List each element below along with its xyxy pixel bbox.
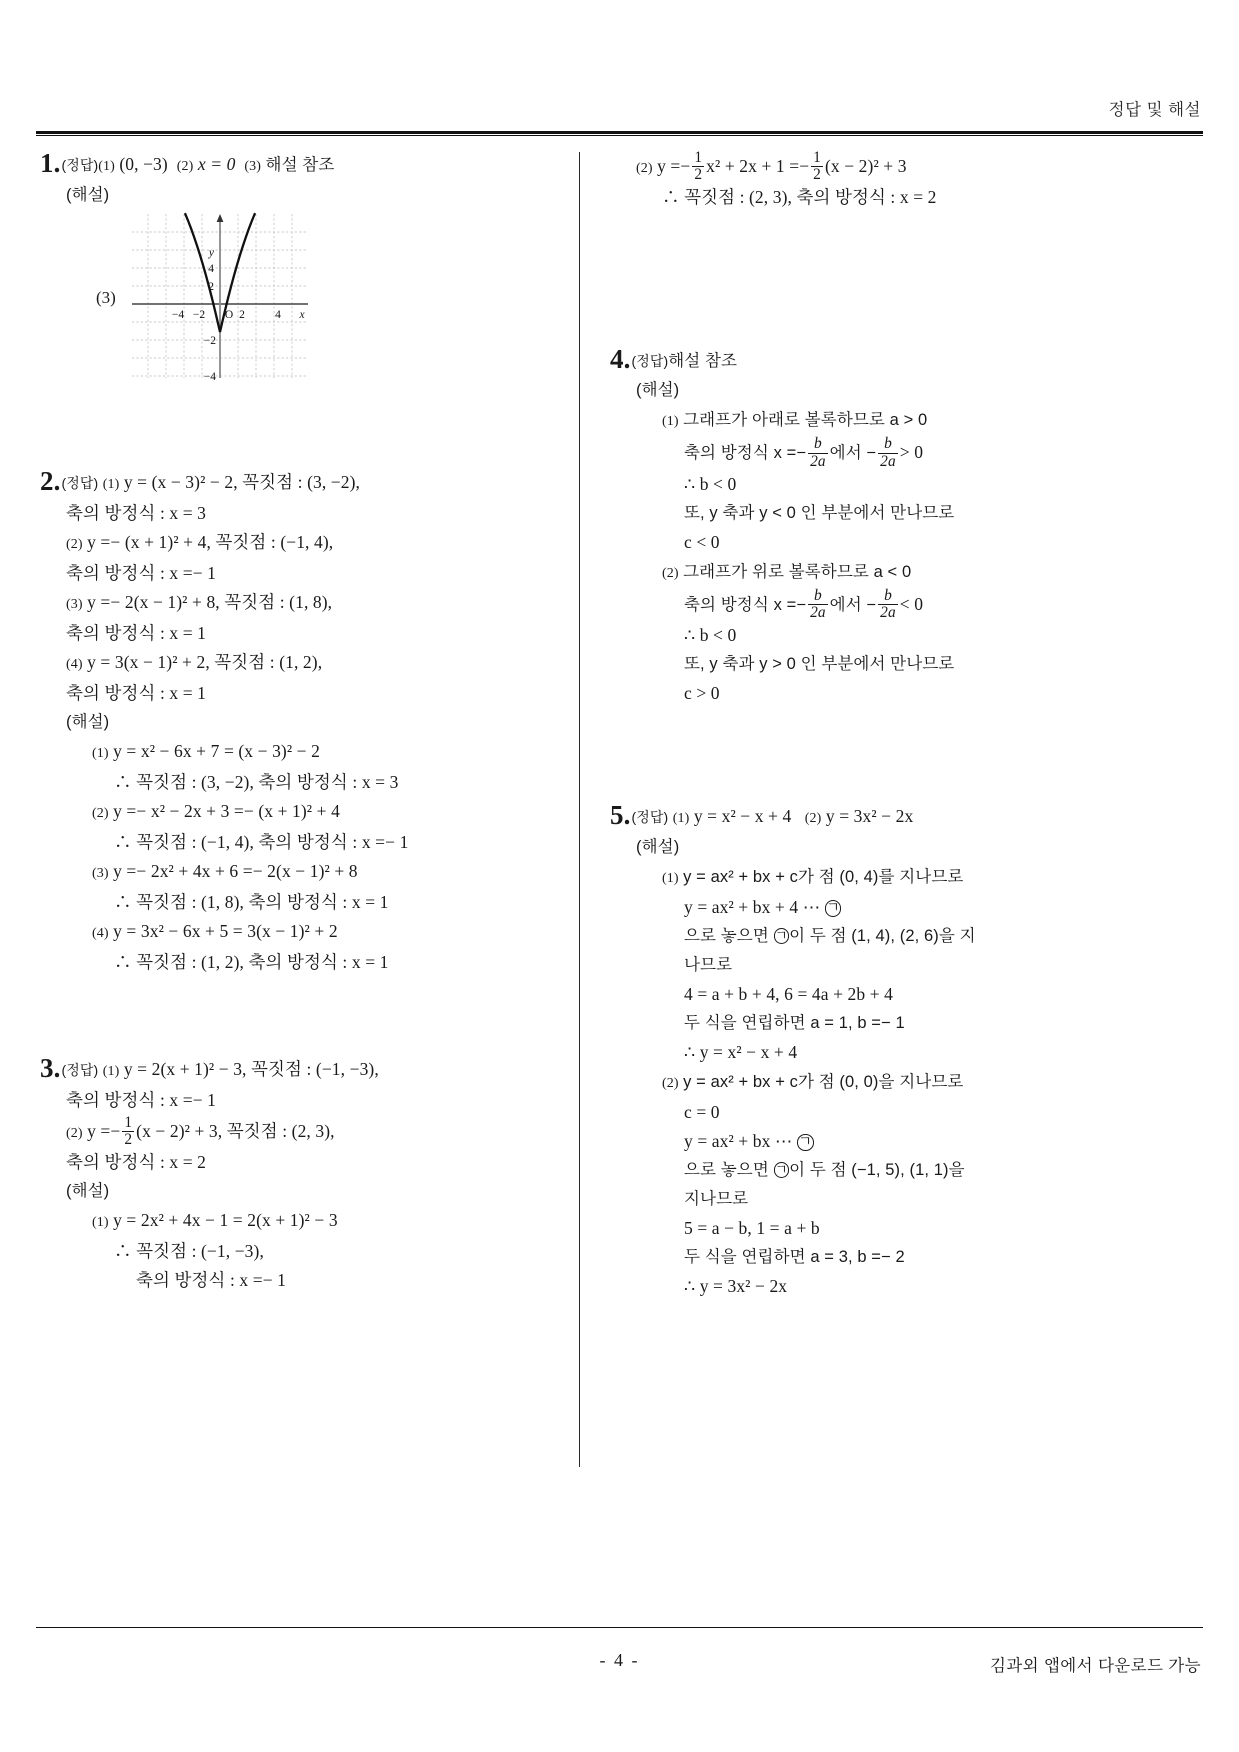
answer-value: 해설 참조 <box>668 352 738 371</box>
problem-5-solution-1-line-3 <box>610 922 1102 951</box>
svg-text:O: O <box>224 309 234 321</box>
problem-4-solution-1-line-2 <box>610 436 1102 469</box>
fraction-denominator: 2 <box>813 166 821 184</box>
graph-index-label: (3) <box>96 288 116 307</box>
circled-marker-giyeok: ㄱ <box>774 1162 788 1178</box>
axis-equation-post: < 0 <box>899 593 924 614</box>
problem-3-continued <box>610 150 1102 212</box>
fraction-numerator: b <box>813 435 822 453</box>
problem-2-axis-1: 축의 방정식 : x = 3 <box>66 503 207 523</box>
solution-text: 그래프가 위로 볼록하므로 a < 0 <box>683 562 912 581</box>
problem-5-solution-tag: (해설) <box>636 838 680 857</box>
problem-3-axis-2: 축의 방정식 : x = 2 <box>66 1152 207 1173</box>
problem-5-solution-1-line-1 <box>610 862 1102 893</box>
answer-value-2: x = 0 <box>197 154 236 174</box>
svg-text:4: 4 <box>275 309 281 321</box>
problem-2-answer-2 <box>40 528 532 559</box>
answer-index-3: (3) <box>244 159 262 174</box>
fraction-one-half <box>692 150 704 183</box>
problem-3-conclusion-1a: ∴ 꼭짓점 : (−1, −3), <box>114 1241 264 1262</box>
answer-equation: y = 3(x − 1)² + 2, 꼭짓점 : (1, 2), <box>87 652 323 672</box>
text-post: 이 두 점 (−1, 5), (1, 1)을 <box>789 1161 965 1180</box>
problem-5-solution-2-line-7: 두 식을 연립하면 a = 3, b =− 2 <box>684 1248 905 1267</box>
solution-equation: y = 2x² + 4x − 1 = 2(x + 1)² − 3 <box>113 1210 338 1231</box>
answer-tag: (정답) <box>61 475 99 491</box>
problem-1-graph-row <box>40 210 532 390</box>
answer-index: (3) <box>66 597 83 612</box>
answer-value-2: y = 3x² − 2x <box>825 806 914 827</box>
answer-index: (1) <box>102 477 120 492</box>
problem-5-solution-2-line-5: 지나므로 <box>684 1190 749 1209</box>
svg-text:x: x <box>299 309 305 321</box>
fraction-numerator: 1 <box>124 1114 133 1131</box>
page-header-title: 정답 및 해설 <box>1108 101 1201 119</box>
problem-2-conclusion-2: ∴ 꼭짓점 : (−1, 4), 축의 방정식 : x =− 1 <box>114 832 409 852</box>
solution-equation: y =− x² − 2x + 3 =− (x + 1)² + 4 <box>113 801 340 821</box>
problem-4-solution-1-line-1 <box>610 405 1102 436</box>
problem-4-solution-2-line-4: 또, y 축과 y > 0 인 부분에서 만나므로 <box>684 655 955 674</box>
problem-4-solution-2-line-2 <box>610 588 1102 621</box>
parabola-chart <box>130 210 310 382</box>
problem-5-solution-2-line-8: ∴ y = 3x² − 2x <box>684 1276 788 1297</box>
fraction-numerator: b <box>813 586 822 604</box>
problem-5-solution-2-line-4 <box>610 1156 1102 1185</box>
solution-text: 그래프가 아래로 볼록하므로 a > 0 <box>683 411 928 430</box>
circled-marker-giyeok: ㄱ <box>826 900 841 917</box>
problem-2-solution-2 <box>40 797 532 828</box>
problem-3-conclusion-2: ∴ 꼭짓점 : (2, 3), 축의 방정식 : x = 2 <box>662 187 937 208</box>
solution-index: (2) <box>92 806 109 821</box>
problem-4-answer-line <box>610 346 1102 376</box>
text-post: 이 두 점 (1, 4), (2, 6)을 지 <box>789 927 976 946</box>
problem-3-answer-1 <box>40 1055 532 1086</box>
fraction-denominator: 2a <box>880 452 896 470</box>
solution-index: (1) <box>662 871 679 887</box>
problem-5-solution-1-line-6: 두 식을 연립하면 a = 1, b =− 1 <box>684 1014 905 1033</box>
answer-value-1: y = x² − x + 4 <box>693 806 792 827</box>
answer-tag: (정답) <box>631 809 669 826</box>
column-divider <box>579 152 580 1467</box>
fraction-one-half-2 <box>811 150 823 183</box>
fraction-numerator: 1 <box>813 149 821 166</box>
problem-2-answer-3 <box>40 588 532 619</box>
problem-4 <box>610 346 1102 708</box>
answer-tag: (정답) <box>61 157 99 173</box>
solution-index: (1) <box>92 1215 109 1231</box>
answer-equation: y = 2(x + 1)² − 3, 꼭짓점 : (−1, −3), <box>123 1059 379 1079</box>
fraction-b-over-2a <box>808 436 828 469</box>
problem-3-solution-2 <box>610 150 1102 183</box>
problem-4-number: 4. <box>610 344 631 375</box>
axis-equation-mid: 에서 − <box>829 595 877 614</box>
answer-index-1: (1) <box>672 811 690 827</box>
problem-5-solution-1-line-7: ∴ y = x² − x + 4 <box>684 1042 798 1063</box>
problem-1-answer-line <box>40 150 532 181</box>
fraction-b-over-2a <box>808 588 828 621</box>
problem-2-axis-2: 축의 방정식 : x =− 1 <box>66 563 217 583</box>
svg-text:2: 2 <box>208 281 214 293</box>
fraction-numerator: 1 <box>694 149 703 166</box>
problem-2-number: 2. <box>40 466 61 496</box>
problem-3-answer-2 <box>40 1115 532 1148</box>
axes <box>132 214 308 378</box>
fraction-b-over-2a-2 <box>878 436 898 469</box>
problem-2-answer-4 <box>40 648 532 679</box>
answer-equation-pre: y =− <box>87 1120 121 1141</box>
problem-4-solution-2-line-5: c > 0 <box>684 683 720 704</box>
problem-5-solution-2-line-6: 5 = a − b, 1 = a + b <box>684 1218 820 1239</box>
problem-2-solution-1 <box>40 737 532 768</box>
text-pre: 으로 놓으면 <box>684 927 769 946</box>
equation-text: y = ax² + bx ⋯ <box>684 1131 793 1152</box>
answer-value-3: 해설 참조 <box>265 156 335 174</box>
solution-index: (1) <box>662 414 679 430</box>
footer-note: 김과외 앱에서 다운로드 가능 <box>989 1657 1201 1675</box>
axis-equation-pre: 축의 방정식 x =− <box>684 444 807 463</box>
problem-2-axis-3: 축의 방정식 : x = 1 <box>66 623 207 643</box>
problem-1 <box>40 150 532 390</box>
problem-1-number: 1. <box>40 148 61 178</box>
answer-index: (4) <box>66 657 83 672</box>
problem-2-solution-3 <box>40 857 532 888</box>
parabola-svg <box>130 210 310 382</box>
solution-index: (2) <box>662 565 679 581</box>
solution-index: (2) <box>662 1076 679 1092</box>
answer-equation-post: (x − 2)² + 3, 꼭짓점 : (2, 3), <box>136 1120 335 1141</box>
problem-2-conclusion-4: ∴ 꼭짓점 : (1, 2), 축의 방정식 : x = 1 <box>114 952 389 972</box>
fraction-b-over-2a-2 <box>878 588 898 621</box>
page-number: - 4 - <box>599 1650 640 1670</box>
svg-text:2: 2 <box>239 309 245 321</box>
problem-2-conclusion-3: ∴ 꼭짓점 : (1, 8), 축의 방정식 : x = 1 <box>114 892 389 912</box>
solution-equation-post: (x − 2)² + 3 <box>824 155 907 176</box>
problem-3-solution-1 <box>40 1206 532 1237</box>
fraction-numerator: b <box>884 586 892 604</box>
problem-5 <box>610 802 1102 1301</box>
right-column <box>610 150 1102 1301</box>
circled-marker-giyeok: ㄱ <box>798 1134 813 1151</box>
problem-3-solution-tag: (해설) <box>66 1182 110 1201</box>
solution-text: y = ax² + bx + c가 점 (0, 0)을 지나므로 <box>683 1073 964 1092</box>
svg-text:−2: −2 <box>203 335 216 347</box>
axis-equation-post: > 0 <box>899 442 924 463</box>
problem-4-solution-2-line-1 <box>610 557 1102 588</box>
fraction-denominator: 2a <box>810 452 826 470</box>
circled-marker-giyeok: ㄱ <box>774 928 788 944</box>
answer-tag: (정답) <box>61 1062 99 1078</box>
answer-value-1: (0, −3) <box>119 154 168 174</box>
fraction-one-half <box>122 1115 134 1148</box>
problem-2-answer-1 <box>40 468 532 499</box>
solution-equation: y = 3x² − 6x + 5 = 3(x − 1)² + 2 <box>113 921 338 941</box>
text-pre: 으로 놓으면 <box>684 1161 769 1180</box>
problem-5-solution-1-line-2 <box>610 893 1102 922</box>
tick-labels <box>172 247 306 382</box>
problem-2-axis-4: 축의 방정식 : x = 1 <box>66 683 207 703</box>
problem-1-solution-tag: (해설) <box>66 186 110 204</box>
fraction-denominator: 2 <box>124 1131 133 1149</box>
solution-index: (3) <box>92 866 109 881</box>
solution-index: (2) <box>636 160 653 176</box>
solution-equation-mid: x² + 2x + 1 =− <box>706 155 810 176</box>
solution-equation-pre: y =− <box>657 155 691 176</box>
equation-text: y = ax² + bx + 4 ⋯ <box>684 897 821 918</box>
svg-text:−2: −2 <box>192 309 206 321</box>
answer-index-2: (2) <box>804 811 822 827</box>
left-column <box>40 150 532 1295</box>
problem-4-solution-tag: (해설) <box>636 381 680 400</box>
problem-2 <box>40 468 532 977</box>
problem-5-number: 5. <box>610 800 631 831</box>
problem-2-solution-tag: (해설) <box>66 713 110 731</box>
fraction-denominator: 2a <box>880 603 896 621</box>
problem-3-number: 3. <box>40 1053 61 1083</box>
solution-index: (1) <box>92 746 109 761</box>
answer-index: (2) <box>66 537 83 552</box>
problem-4-solution-1-line-5: c < 0 <box>684 531 720 552</box>
problem-5-solution-2-line-1 <box>610 1067 1102 1098</box>
problem-5-solution-2-line-3 <box>610 1127 1102 1156</box>
problem-2-conclusion-1: ∴ 꼭짓점 : (3, −2), 축의 방정식 : x = 3 <box>114 772 399 792</box>
axis-equation-pre: 축의 방정식 x =− <box>684 595 807 614</box>
problem-3 <box>40 1055 532 1295</box>
footer-divider-rule <box>36 1627 1203 1628</box>
answer-index-1: (1) <box>98 159 115 174</box>
problem-2-solution-4 <box>40 917 532 948</box>
problem-5-answer-line <box>610 802 1102 833</box>
answer-equation: y =− 2(x − 1)² + 8, 꼭짓점 : (1, 8), <box>87 592 333 612</box>
problem-3-axis-1: 축의 방정식 : x =− 1 <box>66 1090 217 1110</box>
problem-3-conclusion-1b: 축의 방정식 : x =− 1 <box>136 1270 287 1291</box>
answer-equation: y = (x − 3)² − 2, 꼭짓점 : (3, −2), <box>123 472 361 492</box>
problem-4-solution-1-line-4: 또, y 축과 y < 0 인 부분에서 만나므로 <box>684 503 955 522</box>
svg-text:y: y <box>208 247 214 259</box>
problem-5-solution-1-line-5: 4 = a + b + 4, 6 = 4a + 2b + 4 <box>684 984 894 1005</box>
svg-text:4: 4 <box>208 263 214 275</box>
header-divider-rule <box>36 131 1203 136</box>
fraction-numerator: b <box>884 435 892 453</box>
solution-tag-text: 해설 <box>641 838 674 857</box>
solution-equation: y = x² − 6x + 7 = (x − 3)² − 2 <box>113 741 320 761</box>
solution-equation: y =− 2x² + 4x + 6 =− 2(x − 1)² + 8 <box>113 861 358 881</box>
solution-text: y = ax² + bx + c가 점 (0, 4)를 지나므로 <box>683 868 964 887</box>
axis-equation-mid: 에서 − <box>829 444 877 463</box>
problem-5-solution-1-line-4: 나므로 <box>684 956 733 975</box>
answer-index: (2) <box>66 1125 83 1141</box>
answer-index: (1) <box>102 1064 120 1079</box>
answer-equation: y =− (x + 1)² + 4, 꼭짓점 : (−1, 4), <box>87 532 334 552</box>
svg-text:−4: −4 <box>171 309 185 321</box>
problem-4-solution-1-line-3: ∴ b < 0 <box>684 473 737 494</box>
svg-text:−4: −4 <box>203 371 216 382</box>
answer-tag: (정답) <box>631 353 669 370</box>
answer-index-2: (2) <box>176 159 194 174</box>
problem-4-solution-2-line-3: ∴ b < 0 <box>684 625 737 646</box>
fraction-denominator: 2 <box>694 166 703 184</box>
solution-index: (4) <box>92 926 109 941</box>
problem-5-solution-2-line-2: c = 0 <box>684 1102 720 1123</box>
fraction-denominator: 2a <box>810 603 826 621</box>
